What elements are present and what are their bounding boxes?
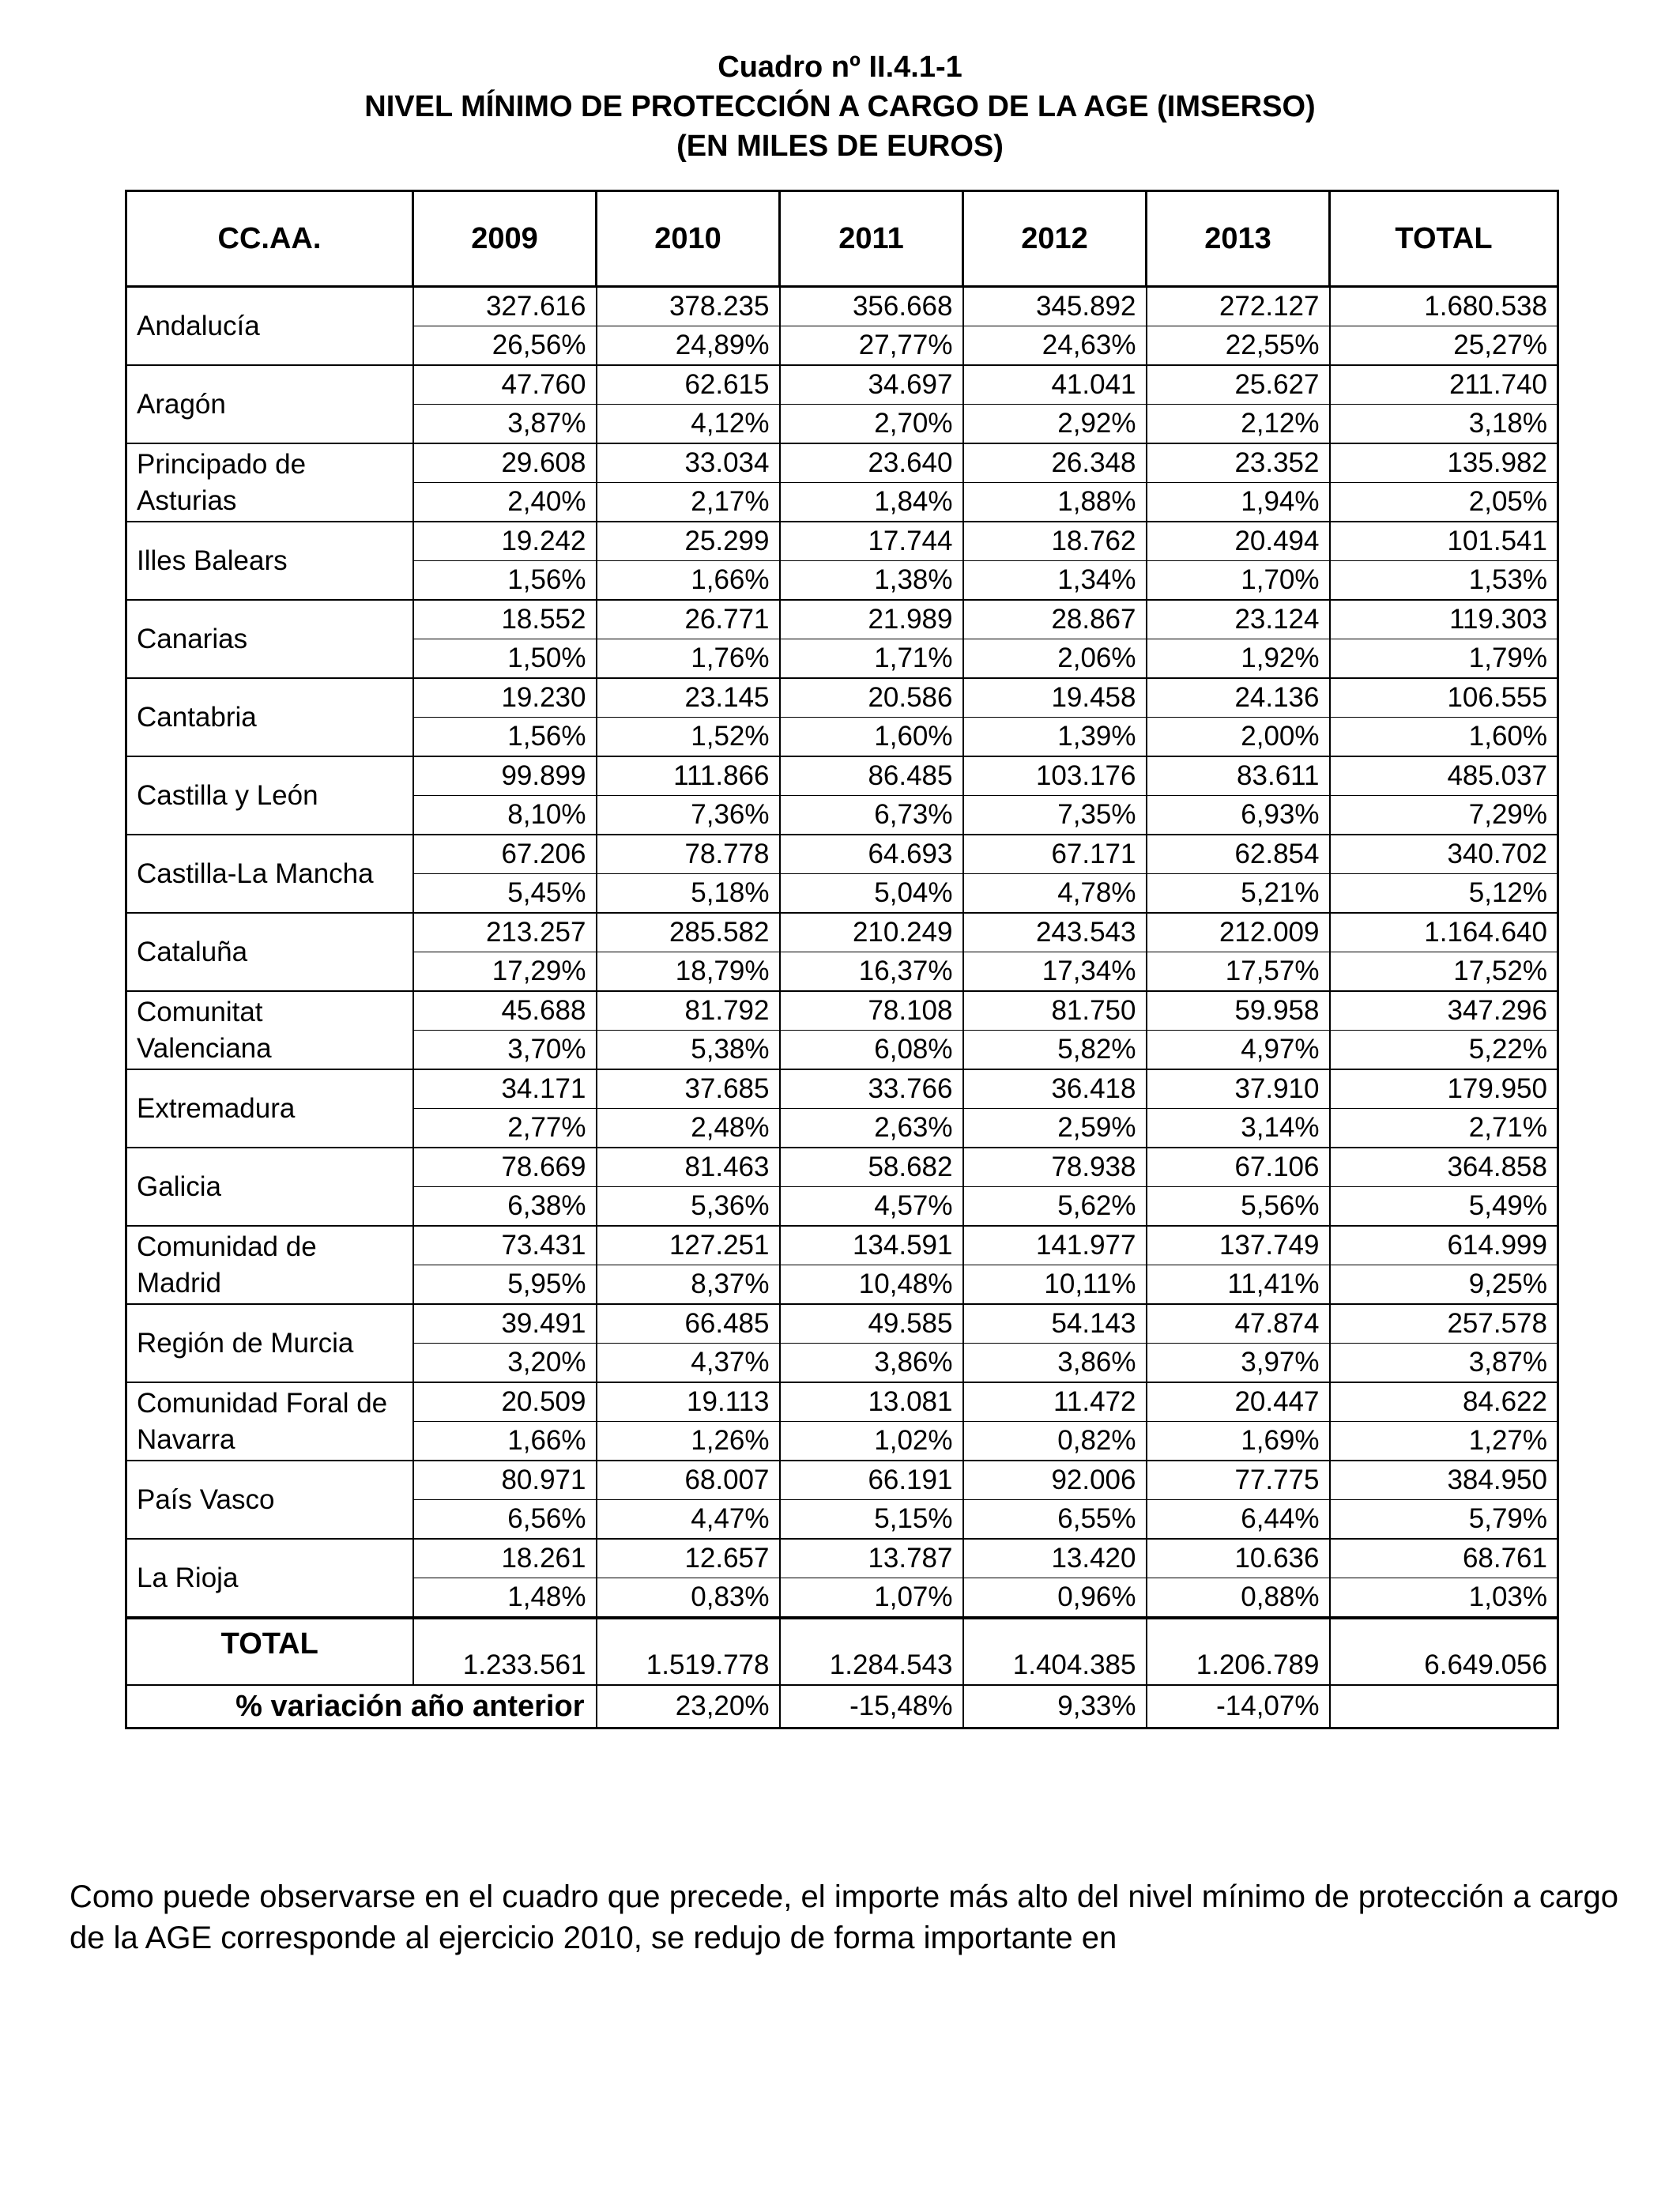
amount-cell: 13.420 xyxy=(963,1539,1147,1578)
percent-cell: 1,56% xyxy=(413,718,597,757)
amount-cell: 36.418 xyxy=(963,1069,1147,1109)
percent-cell: 7,29% xyxy=(1330,796,1558,835)
amount-cell: 81.792 xyxy=(597,991,780,1031)
amount-cell: 24.136 xyxy=(1147,678,1330,718)
amount-cell: 23.352 xyxy=(1147,443,1330,483)
total-2013: 1.206.789 xyxy=(1147,1618,1330,1685)
amount-cell: 111.866 xyxy=(597,756,780,796)
amount-cell: 11.472 xyxy=(963,1382,1147,1422)
percent-cell: 5,62% xyxy=(963,1187,1147,1227)
amount-cell: 81.463 xyxy=(597,1148,780,1187)
variation-2012: 9,33% xyxy=(963,1685,1147,1728)
region-name: Extremadura xyxy=(126,1069,413,1148)
percent-cell: 4,97% xyxy=(1147,1031,1330,1070)
amount-cell: 21.989 xyxy=(780,600,963,639)
percent-cell: 24,63% xyxy=(963,326,1147,366)
percent-cell: 4,12% xyxy=(597,405,780,444)
amount-cell: 179.950 xyxy=(1330,1069,1558,1109)
amount-cell: 78.108 xyxy=(780,991,963,1031)
amount-cell: 19.230 xyxy=(413,678,597,718)
amount-cell: 67.206 xyxy=(413,835,597,874)
percent-cell: 1,48% xyxy=(413,1578,597,1619)
header-2012: 2012 xyxy=(963,191,1147,287)
percent-cell: 5,49% xyxy=(1330,1187,1558,1227)
region-name: Región de Murcia xyxy=(126,1304,413,1382)
total-2010: 1.519.778 xyxy=(597,1618,780,1685)
amount-cell: 20.494 xyxy=(1147,522,1330,561)
percent-cell: 17,57% xyxy=(1147,952,1330,992)
percent-cell: 3,97% xyxy=(1147,1344,1330,1383)
amount-cell: 19.458 xyxy=(963,678,1147,718)
percent-cell: 5,15% xyxy=(780,1500,963,1540)
percent-cell: 18,79% xyxy=(597,952,780,992)
table-row xyxy=(126,365,1558,405)
amount-cell: 18.552 xyxy=(413,600,597,639)
percent-cell: 3,86% xyxy=(963,1344,1147,1383)
percent-cell: 10,11% xyxy=(963,1265,1147,1305)
percent-cell: 6,56% xyxy=(413,1500,597,1540)
amount-cell: 41.041 xyxy=(963,365,1147,405)
amount-cell: 485.037 xyxy=(1330,756,1558,796)
percent-cell: 24,89% xyxy=(597,326,780,366)
amount-cell: 47.760 xyxy=(413,365,597,405)
percent-cell: 1,92% xyxy=(1147,639,1330,679)
percent-cell: 0,82% xyxy=(963,1422,1147,1461)
header-2010: 2010 xyxy=(597,191,780,287)
percent-cell: 3,14% xyxy=(1147,1109,1330,1148)
percent-cell: 26,56% xyxy=(413,326,597,366)
percent-cell: 1,76% xyxy=(597,639,780,679)
percent-cell: 4,78% xyxy=(963,874,1147,914)
total-row xyxy=(126,1618,1558,1685)
percent-cell: 1,26% xyxy=(597,1422,780,1461)
percent-cell: 1,71% xyxy=(780,639,963,679)
percent-cell: 1,50% xyxy=(413,639,597,679)
table-row xyxy=(126,1461,1558,1500)
table-row xyxy=(126,678,1558,718)
amount-cell: 364.858 xyxy=(1330,1148,1558,1187)
header-ccaa: CC.AA. xyxy=(126,191,413,287)
amount-cell: 127.251 xyxy=(597,1226,780,1265)
region-name: Comunidad de Madrid xyxy=(126,1226,413,1304)
table-row xyxy=(126,756,1558,796)
header-total: TOTAL xyxy=(1330,191,1558,287)
amount-cell: 384.950 xyxy=(1330,1461,1558,1500)
region-name: Castilla y León xyxy=(126,756,413,835)
percent-cell: 17,29% xyxy=(413,952,597,992)
caption-units: (EN MILES DE EUROS) xyxy=(676,130,1004,163)
percent-cell: 8,37% xyxy=(597,1265,780,1305)
table-row xyxy=(126,600,1558,639)
amount-cell: 101.541 xyxy=(1330,522,1558,561)
amount-cell: 66.485 xyxy=(597,1304,780,1344)
amount-cell: 77.775 xyxy=(1147,1461,1330,1500)
percent-cell: 16,37% xyxy=(780,952,963,992)
table-row xyxy=(126,1226,1558,1265)
amount-cell: 212.009 xyxy=(1147,913,1330,952)
percent-cell: 1,94% xyxy=(1147,483,1330,522)
percent-cell: 25,27% xyxy=(1330,326,1558,366)
amount-cell: 17.744 xyxy=(780,522,963,561)
amount-cell: 285.582 xyxy=(597,913,780,952)
amount-cell: 92.006 xyxy=(963,1461,1147,1500)
percent-cell: 1,69% xyxy=(1147,1422,1330,1461)
percent-cell: 2,92% xyxy=(963,405,1147,444)
percent-cell: 5,79% xyxy=(1330,1500,1558,1540)
amount-cell: 78.778 xyxy=(597,835,780,874)
table-row xyxy=(126,443,1558,483)
percent-cell: 1,56% xyxy=(413,561,597,601)
amount-cell: 257.578 xyxy=(1330,1304,1558,1344)
region-name: Principado de Asturias xyxy=(126,443,413,522)
percent-cell: 0,83% xyxy=(597,1578,780,1619)
amount-cell: 272.127 xyxy=(1147,287,1330,326)
amount-cell: 68.761 xyxy=(1330,1539,1558,1578)
amount-cell: 135.982 xyxy=(1330,443,1558,483)
percent-cell: 2,00% xyxy=(1147,718,1330,757)
percent-cell: 1,02% xyxy=(780,1422,963,1461)
variation-2010: 23,20% xyxy=(597,1685,780,1728)
amount-cell: 59.958 xyxy=(1147,991,1330,1031)
amount-cell: 84.622 xyxy=(1330,1382,1558,1422)
percent-cell: 5,36% xyxy=(597,1187,780,1227)
table-caption xyxy=(0,49,1680,168)
amount-cell: 20.447 xyxy=(1147,1382,1330,1422)
percent-cell: 6,38% xyxy=(413,1187,597,1227)
percent-cell: 2,71% xyxy=(1330,1109,1558,1148)
amount-cell: 1.164.640 xyxy=(1330,913,1558,952)
amount-cell: 37.910 xyxy=(1147,1069,1330,1109)
amount-cell: 347.296 xyxy=(1330,991,1558,1031)
region-name: País Vasco xyxy=(126,1461,413,1539)
percent-cell: 1,52% xyxy=(597,718,780,757)
percent-cell: 5,38% xyxy=(597,1031,780,1070)
amount-cell: 80.971 xyxy=(413,1461,597,1500)
amount-cell: 83.611 xyxy=(1147,756,1330,796)
header-2011: 2011 xyxy=(780,191,963,287)
region-name: Galicia xyxy=(126,1148,413,1226)
amount-cell: 37.685 xyxy=(597,1069,780,1109)
amount-cell: 327.616 xyxy=(413,287,597,326)
percent-cell: 2,70% xyxy=(780,405,963,444)
amount-cell: 12.657 xyxy=(597,1539,780,1578)
percent-cell: 5,22% xyxy=(1330,1031,1558,1070)
percent-cell: 1,70% xyxy=(1147,561,1330,601)
percent-cell: 5,95% xyxy=(413,1265,597,1305)
percent-cell: 1,66% xyxy=(413,1422,597,1461)
percent-cell: 0,88% xyxy=(1147,1578,1330,1619)
percent-cell: 4,47% xyxy=(597,1500,780,1540)
amount-cell: 26.771 xyxy=(597,600,780,639)
amount-cell: 29.608 xyxy=(413,443,597,483)
percent-cell: 6,44% xyxy=(1147,1500,1330,1540)
amount-cell: 378.235 xyxy=(597,287,780,326)
percent-cell: 1,39% xyxy=(963,718,1147,757)
percent-cell: 22,55% xyxy=(1147,326,1330,366)
percent-cell: 5,12% xyxy=(1330,874,1558,914)
percent-cell: 9,25% xyxy=(1330,1265,1558,1305)
table-row xyxy=(126,913,1558,952)
percent-cell: 1,60% xyxy=(1330,718,1558,757)
percent-cell: 0,96% xyxy=(963,1578,1147,1619)
variation-2011: -15,48% xyxy=(780,1685,963,1728)
region-name: Andalucía xyxy=(126,287,413,366)
amount-cell: 141.977 xyxy=(963,1226,1147,1265)
amount-cell: 45.688 xyxy=(413,991,597,1031)
total-label: TOTAL xyxy=(126,1618,413,1685)
percent-cell: 1,34% xyxy=(963,561,1147,601)
amount-cell: 62.615 xyxy=(597,365,780,405)
amount-cell: 34.697 xyxy=(780,365,963,405)
percent-cell: 2,48% xyxy=(597,1109,780,1148)
caption-title: NIVEL MÍNIMO DE PROTECCIÓN A CARGO DE LA AGE (IMSERSO) xyxy=(364,90,1316,123)
variation-2013: -14,07% xyxy=(1147,1685,1330,1728)
amount-cell: 1.680.538 xyxy=(1330,287,1558,326)
percent-cell: 1,07% xyxy=(780,1578,963,1619)
amount-cell: 20.509 xyxy=(413,1382,597,1422)
percent-cell: 1,03% xyxy=(1330,1578,1558,1619)
amount-cell: 73.431 xyxy=(413,1226,597,1265)
amount-cell: 67.171 xyxy=(963,835,1147,874)
body-paragraph: Como puede observarse en el cuadro que precede, el importe más alto del nivel mínimo de protección a cargo de la AGE corresponde al ejercicio 2010, se redujo de forma importante en xyxy=(70,1879,1618,1955)
percent-cell: 5,56% xyxy=(1147,1187,1330,1227)
amount-cell: 213.257 xyxy=(413,913,597,952)
percent-cell: 3,87% xyxy=(1330,1344,1558,1383)
percent-cell: 3,70% xyxy=(413,1031,597,1070)
amount-cell: 23.124 xyxy=(1147,600,1330,639)
amount-cell: 68.007 xyxy=(597,1461,780,1500)
amount-cell: 13.081 xyxy=(780,1382,963,1422)
percent-cell: 10,48% xyxy=(780,1265,963,1305)
region-name: Cantabria xyxy=(126,678,413,756)
table-row xyxy=(126,1304,1558,1344)
table-row xyxy=(126,991,1558,1031)
amount-cell: 345.892 xyxy=(963,287,1147,326)
amount-cell: 134.591 xyxy=(780,1226,963,1265)
header-2009: 2009 xyxy=(413,191,597,287)
region-name: La Rioja xyxy=(126,1539,413,1618)
amount-cell: 18.261 xyxy=(413,1539,597,1578)
amount-cell: 66.191 xyxy=(780,1461,963,1500)
percent-cell: 2,63% xyxy=(780,1109,963,1148)
amount-cell: 243.543 xyxy=(963,913,1147,952)
table-row xyxy=(126,835,1558,874)
protection-level-table xyxy=(125,190,1559,1729)
percent-cell: 17,52% xyxy=(1330,952,1558,992)
total-2009: 1.233.561 xyxy=(413,1618,597,1685)
amount-cell: 10.636 xyxy=(1147,1539,1330,1578)
percent-cell: 1,38% xyxy=(780,561,963,601)
percent-cell: 27,77% xyxy=(780,326,963,366)
amount-cell: 62.854 xyxy=(1147,835,1330,874)
amount-cell: 78.938 xyxy=(963,1148,1147,1187)
caption-number: Cuadro nº II.4.1-1 xyxy=(718,51,962,84)
amount-cell: 211.740 xyxy=(1330,365,1558,405)
amount-cell: 78.669 xyxy=(413,1148,597,1187)
percent-cell: 1,27% xyxy=(1330,1422,1558,1461)
amount-cell: 13.787 xyxy=(780,1539,963,1578)
total-2011: 1.284.543 xyxy=(780,1618,963,1685)
amount-cell: 356.668 xyxy=(780,287,963,326)
amount-cell: 23.640 xyxy=(780,443,963,483)
amount-cell: 49.585 xyxy=(780,1304,963,1344)
percent-cell: 8,10% xyxy=(413,796,597,835)
table-row xyxy=(126,1539,1558,1578)
percent-cell: 2,17% xyxy=(597,483,780,522)
amount-cell: 137.749 xyxy=(1147,1226,1330,1265)
percent-cell: 6,55% xyxy=(963,1500,1147,1540)
region-name: Canarias xyxy=(126,600,413,678)
percent-cell: 3,87% xyxy=(413,405,597,444)
amount-cell: 18.762 xyxy=(963,522,1147,561)
percent-cell: 4,57% xyxy=(780,1187,963,1227)
table-row xyxy=(126,1148,1558,1187)
region-name: Illes Balears xyxy=(126,522,413,600)
amount-cell: 614.999 xyxy=(1330,1226,1558,1265)
percent-cell: 5,21% xyxy=(1147,874,1330,914)
amount-cell: 19.113 xyxy=(597,1382,780,1422)
percent-cell: 2,06% xyxy=(963,639,1147,679)
percent-cell: 1,60% xyxy=(780,718,963,757)
percent-cell: 5,04% xyxy=(780,874,963,914)
table-row xyxy=(126,1382,1558,1422)
percent-cell: 6,73% xyxy=(780,796,963,835)
percent-cell: 2,59% xyxy=(963,1109,1147,1148)
amount-cell: 210.249 xyxy=(780,913,963,952)
region-name: Castilla-La Mancha xyxy=(126,835,413,913)
percent-cell: 11,41% xyxy=(1147,1265,1330,1305)
amount-cell: 23.145 xyxy=(597,678,780,718)
variation-label: % variación año anterior xyxy=(126,1685,597,1728)
percent-cell: 3,20% xyxy=(413,1344,597,1383)
percent-cell: 2,77% xyxy=(413,1109,597,1148)
amount-cell: 119.303 xyxy=(1330,600,1558,639)
header-row xyxy=(126,191,1558,287)
amount-cell: 64.693 xyxy=(780,835,963,874)
percent-cell: 3,86% xyxy=(780,1344,963,1383)
percent-cell: 5,45% xyxy=(413,874,597,914)
amount-cell: 25.299 xyxy=(597,522,780,561)
percent-cell: 1,79% xyxy=(1330,639,1558,679)
percent-cell: 5,82% xyxy=(963,1031,1147,1070)
amount-cell: 34.171 xyxy=(413,1069,597,1109)
variation-row xyxy=(126,1685,1558,1728)
amount-cell: 28.867 xyxy=(963,600,1147,639)
percent-cell: 1,88% xyxy=(963,483,1147,522)
amount-cell: 25.627 xyxy=(1147,365,1330,405)
amount-cell: 58.682 xyxy=(780,1148,963,1187)
total-total: 6.649.056 xyxy=(1330,1618,1558,1685)
amount-cell: 26.348 xyxy=(963,443,1147,483)
amount-cell: 39.491 xyxy=(413,1304,597,1344)
region-name: Comunidad Foral de Navarra xyxy=(126,1382,413,1461)
percent-cell: 1,84% xyxy=(780,483,963,522)
amount-cell: 33.034 xyxy=(597,443,780,483)
percent-cell: 7,36% xyxy=(597,796,780,835)
amount-cell: 54.143 xyxy=(963,1304,1147,1344)
amount-cell: 20.586 xyxy=(780,678,963,718)
percent-cell: 3,18% xyxy=(1330,405,1558,444)
amount-cell: 67.106 xyxy=(1147,1148,1330,1187)
header-2013: 2013 xyxy=(1147,191,1330,287)
percent-cell: 4,37% xyxy=(597,1344,780,1383)
percent-cell: 6,08% xyxy=(780,1031,963,1070)
table-row xyxy=(126,522,1558,561)
table-row xyxy=(126,1069,1558,1109)
amount-cell: 81.750 xyxy=(963,991,1147,1031)
percent-cell: 2,05% xyxy=(1330,483,1558,522)
percent-cell: 17,34% xyxy=(963,952,1147,992)
table-row xyxy=(126,287,1558,326)
variation-total xyxy=(1330,1685,1558,1728)
percent-cell: 1,53% xyxy=(1330,561,1558,601)
amount-cell: 340.702 xyxy=(1330,835,1558,874)
amount-cell: 99.899 xyxy=(413,756,597,796)
amount-cell: 33.766 xyxy=(780,1069,963,1109)
region-name: Aragón xyxy=(126,365,413,443)
percent-cell: 7,35% xyxy=(963,796,1147,835)
percent-cell: 2,12% xyxy=(1147,405,1330,444)
amount-cell: 106.555 xyxy=(1330,678,1558,718)
amount-cell: 47.874 xyxy=(1147,1304,1330,1344)
amount-cell: 86.485 xyxy=(780,756,963,796)
total-2012: 1.404.385 xyxy=(963,1618,1147,1685)
percent-cell: 1,66% xyxy=(597,561,780,601)
region-name: Cataluña xyxy=(126,913,413,991)
amount-cell: 19.242 xyxy=(413,522,597,561)
percent-cell: 2,40% xyxy=(413,483,597,522)
region-name: Comunitat Valenciana xyxy=(126,991,413,1069)
percent-cell: 6,93% xyxy=(1147,796,1330,835)
amount-cell: 103.176 xyxy=(963,756,1147,796)
percent-cell: 5,18% xyxy=(597,874,780,914)
